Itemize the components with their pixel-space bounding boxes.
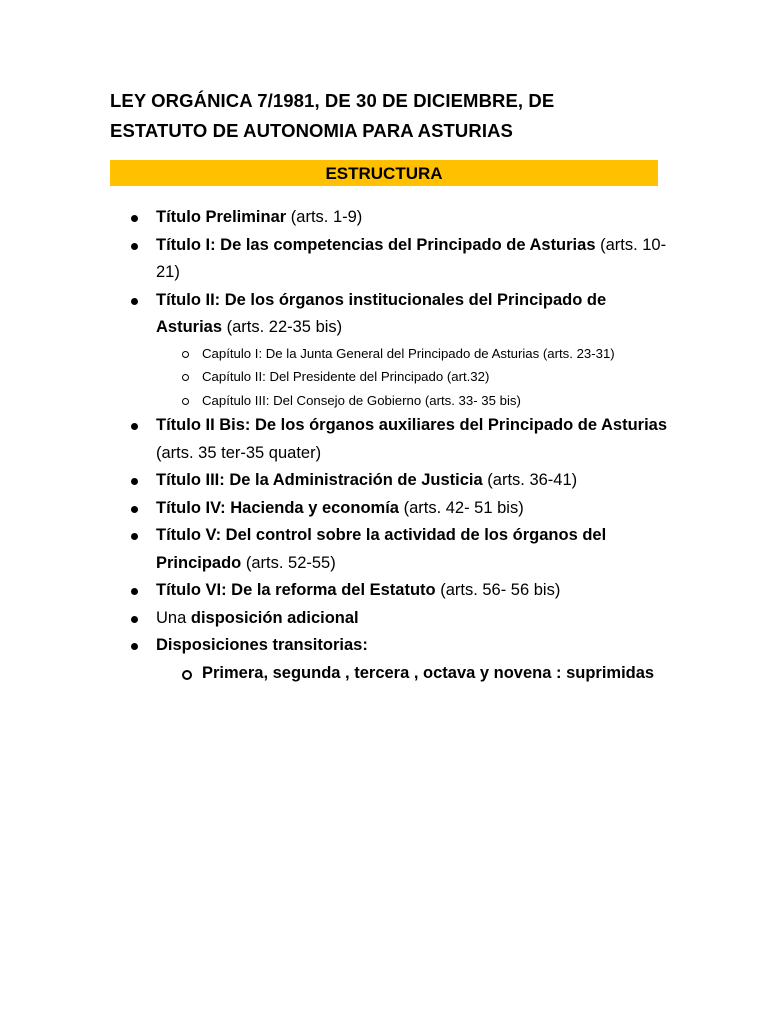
item-bold-text: disposición adicional — [190, 608, 359, 627]
item-bold-text: Título VI: De la reforma del Estatuto — [156, 581, 436, 599]
title-line-2: ESTATUTO DE AUTONOMIA PARA ASTURIAS — [110, 120, 513, 141]
bullet-icon — [131, 478, 138, 485]
item-articles: (arts. 36-41) — [482, 471, 578, 489]
item-articles: (arts. 10-21) — [156, 235, 667, 281]
item-prefix: Una — [156, 608, 191, 627]
item-bold-text: Título II: De los órganos institucionales del Principado de Asturias — [156, 290, 607, 336]
chapter-list — [110, 342, 670, 413]
list-item-titulo-2 — [110, 287, 670, 342]
bullet-icon — [131, 298, 138, 305]
structure-list — [110, 204, 670, 687]
item-bold-text: Título Preliminar — [156, 208, 287, 226]
item-articles: (arts. 22-35 bis) — [222, 318, 343, 336]
list-item-disposicion-adicional — [110, 605, 670, 633]
sublist-transitorias — [110, 660, 670, 688]
item-bold-text: Título V: Del control sobre la actividad de los órganos del Principado — [156, 526, 607, 572]
list-item-titulo-preliminar — [110, 204, 670, 232]
item-articles: (arts. 35 ter-35 quater) — [156, 443, 322, 462]
list-item-disposiciones-transitorias — [110, 632, 670, 660]
item-articles: (arts. 42- 51 bis) — [398, 498, 524, 517]
transitorias-item — [110, 660, 670, 688]
transitorias-text: Primera, segunda , tercera , octava y novena : suprimidas — [202, 663, 655, 682]
bullet-icon — [131, 243, 138, 250]
document-title — [110, 86, 670, 146]
bullet-icon — [131, 643, 138, 650]
chapter-text: Capítulo III: Del Consejo de Gobierno (arts. 33- 35 bis) — [202, 392, 521, 408]
list-item-titulo-2-bis — [110, 412, 670, 467]
circle-bullet-icon — [182, 398, 189, 405]
transitorias-list — [110, 660, 670, 688]
item-bold-text: Título III: De la Administración de Justicia — [156, 471, 483, 489]
item-bold-text: Título I: De las competencias del Principado de Asturias — [156, 235, 596, 254]
chapter-text: Capítulo II: Del Presidente del Principado (art.32) — [202, 369, 490, 384]
item-bold-text: Disposiciones transitorias: — [156, 636, 368, 654]
item-bold-text: Título IV: Hacienda y economía — [156, 498, 399, 517]
sublist-titulo-2 — [110, 342, 670, 413]
chapter-item — [110, 342, 670, 366]
chapter-text: Capítulo I: De la Junta General del Principado de Asturias (arts. 23-31) — [202, 345, 615, 361]
structure-banner: ESTRUCTURA — [110, 160, 658, 186]
list-item-titulo-3 — [110, 467, 670, 495]
title-line-1: LEY ORGÁNICA 7/1981, DE 30 DE DICIEMBRE, DE — [110, 90, 555, 111]
list-item-titulo-6 — [110, 577, 670, 605]
circle-bullet-icon — [182, 670, 192, 680]
list-item-titulo-4 — [110, 495, 670, 523]
bullet-icon — [131, 616, 138, 623]
circle-bullet-icon — [182, 351, 189, 358]
chapter-item — [110, 389, 670, 413]
bullet-icon — [131, 588, 138, 595]
item-articles: (arts. 56- 56 bis) — [435, 581, 561, 599]
chapter-item — [110, 365, 670, 389]
bullet-icon — [131, 533, 138, 540]
bullet-icon — [131, 215, 138, 222]
circle-bullet-icon — [182, 374, 189, 381]
list-item-titulo-1 — [110, 232, 670, 287]
item-articles: (arts. 1-9) — [286, 208, 363, 226]
item-bold-text: Título II Bis: De los órganos auxiliares del Principado de Asturias — [156, 416, 668, 434]
bullet-icon — [131, 506, 138, 513]
item-articles: (arts. 52-55) — [241, 553, 336, 572]
bullet-icon — [131, 423, 138, 430]
list-item-titulo-5 — [110, 522, 670, 577]
